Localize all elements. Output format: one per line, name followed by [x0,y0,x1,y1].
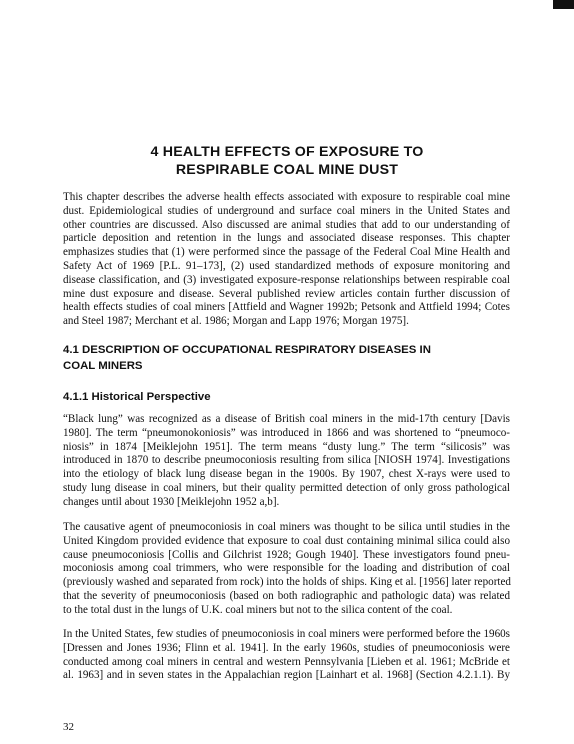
text-line: dust. Epidemiological studies of underground and surface coal miners in the United States and [63,204,510,217]
text-line: into the etiology of black lung disease began in the 1900s. By 1907, chest X-rays were used to [63,468,510,481]
chapter-title-line-1: 4 HEALTH EFFECTS OF EXPOSURE TO [150,144,424,160]
chapter-title-line-2: RESPIRABLE COAL MINE DUST [175,162,399,178]
historical-paragraph-1 [63,413,510,510]
text-line: disease classification, and (3) investigated exposure-response relationships between respirable coal [63,273,510,286]
text-line: moconiosis among coal trimmers, who were responsible for the loading and distribution of coal [63,562,510,575]
page-corner-mark [553,0,574,9]
text-line: “Black lung” was recognized as a disease of British coal miners in the mid-17th century [Davis [63,413,510,425]
section-heading [63,342,510,374]
text-line: to the total dust in the lungs of U.K. coal miners but not to the silica content of the coal. [63,603,453,616]
text-line: 1980]. The term “pneumonokoniosis” was introduced in 1866 and was shortened to “pneumoco- [63,426,510,439]
chapter-title [20,143,554,179]
text-line: that the severity of pneumoconiosis (based on both radiographic and pathologic data) was related [63,589,510,602]
text-line: emphasizes studies that (1) were performed since the passage of the Federal Coal Mine Health and [63,246,510,259]
text-line: other countries are discussed. Also discussed are animal studies that add to our understanding of [63,218,510,231]
text-line: [Dressen and Jones 1936; Flinn et al. 1941]. In the early 1960s, studies of pneumoconiosis were [63,641,510,654]
text-line: This chapter describes the adverse health effects associated with exposure to respirable coal mine [63,191,510,203]
intro-paragraph [63,191,510,329]
text-line: mine dust exposure and disease. Several published review articles contain further discussion of [63,287,510,300]
text-line: The causative agent of pneumoconiosis in coal miners was thought to be silica until studies in the [63,521,510,533]
page-number: 32 [63,721,74,733]
text-line: study lung disease in coal miners, but their quality permitted detection of only gross pathological [63,481,510,494]
text-line: United Kingdom provided evidence that exposure to coal dust containing minimal silica could also [63,534,510,547]
subsection-heading: 4.1.1 Historical Perspective [63,391,211,403]
text-line: changes until about 1930 [Meiklejohn 1952 a,b]. [63,495,280,508]
text-line: (previously washed and separated from rock) into the holds of ships. King et al. [1956] later reported [63,576,511,589]
text-line: introduced in 1870 to describe pneumoconiosis resulting from silica [NIOSH 1974]. Investigations [63,454,510,467]
text-line: al. 1963] and in seven states in the Appalachian region [Lainhart et al. 1968] (Section 4.2.1.1). By [63,669,510,682]
text-line: health effects studies of coal miners [Attfield and Wagner 1992b; Petsonk and Attfield 1994; Cotes [63,301,510,314]
section-heading-line-2: COAL MINERS [63,360,143,372]
section-heading-line-1: 4.1 DESCRIPTION OF OCCUPATIONAL RESPIRATORY DISEASES IN [63,344,431,356]
text-line: In the United States, few studies of pneumoconiosis in coal miners were performed before the 1960s [63,628,510,640]
text-line: Safety Act of 1969 [P.L. 91–173], (2) used standardized methods of exposure monitoring and [63,259,510,272]
text-line: niosis” in 1874 [Meiklejohn 1951]. The term means “dusty lung.” The term “silicosis” was [63,440,510,453]
text-line: conducted among coal miners in central and western Pennsylvania [Lieben et al. 1961; McBride et [63,655,510,668]
historical-paragraph-3 [63,628,510,683]
text-line: particle deposition and retention in the lungs and associated disease responses. This chapter [63,232,510,245]
text-line: cause pneumoconiosis [Collis and Gilchrist 1928; Gough 1940]. These investigators found pneu- [63,548,510,561]
historical-paragraph-2 [63,521,510,618]
text-line: and Steel 1987; Merchant et al. 1986; Morgan and Lapp 1976; Morgan 1975]. [63,315,409,328]
